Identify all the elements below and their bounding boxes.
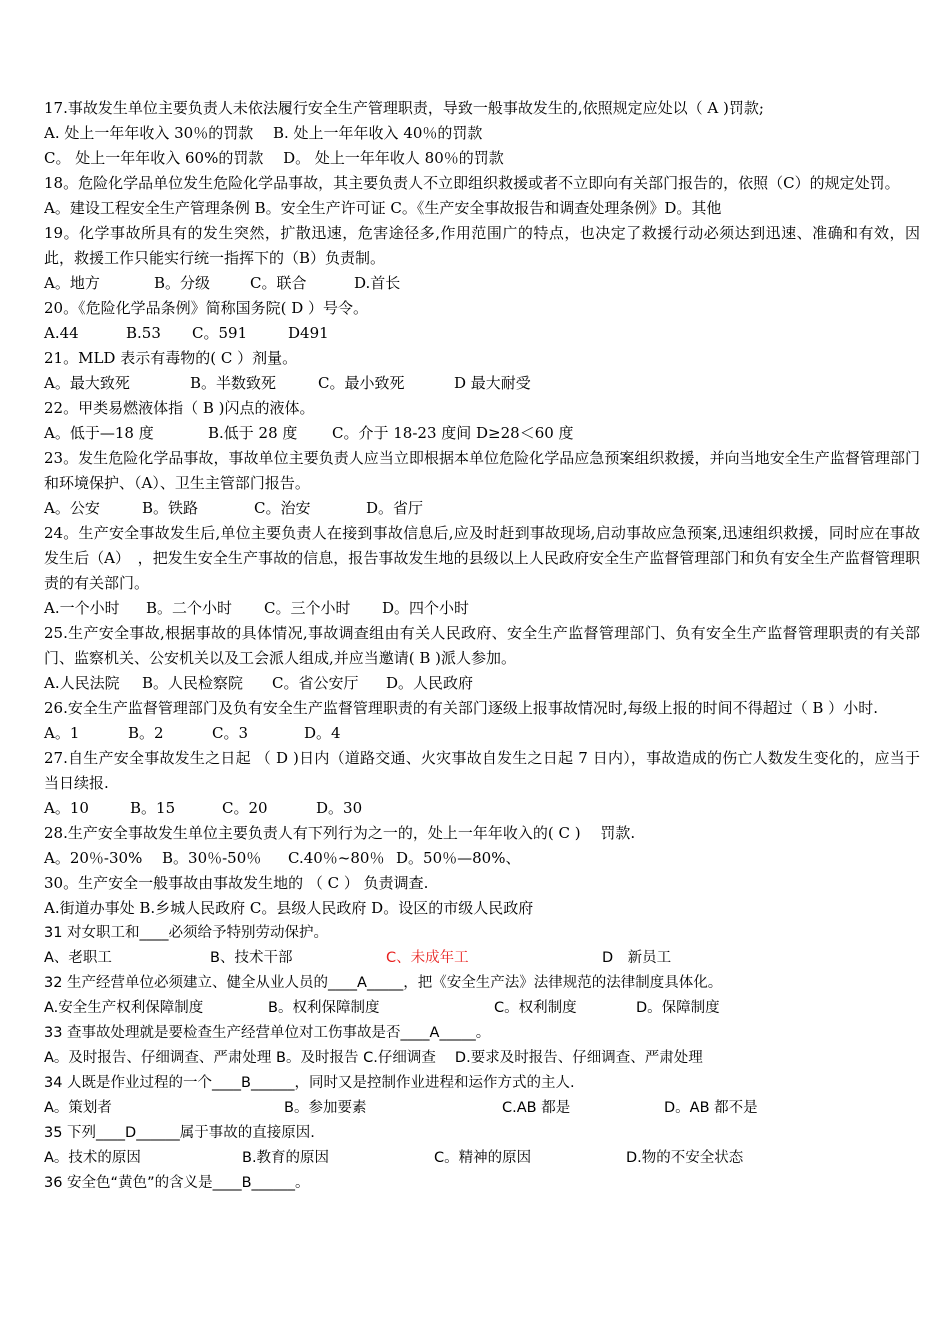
option-b: B。2 <box>128 724 164 742</box>
question-26-options <box>44 721 920 746</box>
option-c: C.40％~80％ <box>288 849 385 867</box>
option-d: D.物的不安全状态 <box>626 1150 744 1166</box>
option-c: C。3 <box>212 724 249 742</box>
option-a: A。20％-30% <box>44 849 143 867</box>
question-18-options: A。建设工程安全生产管理条例 B。安全生产许可证 C。《生产安全事故报告和调查处理条例》D。其他 <box>44 199 722 217</box>
option-a: A。地方 <box>44 274 100 292</box>
option-a: A.安全生产权利保障制度 <box>44 1000 204 1016</box>
question-21-options <box>44 371 920 396</box>
question-23: 23。发生危险化学品事故，事故单位主要负责人应当立即根据本单位危险化学品应急预案组织救援，并向当地安全生产监督管理部门和环境保护、（A）、卫生主管部门报告。 <box>44 449 920 492</box>
option-b: B。权利保障制度 <box>268 1000 380 1016</box>
question-page <box>44 96 920 1196</box>
option-c: C.AB 都是 <box>502 1100 571 1116</box>
option-b: B、技术干部 <box>210 950 293 966</box>
question-18: 18。危险化学品单位发生危险化学品事故，其主要负责人不立即组织救援或者不立即向有关部门报告的，依照（C）的规定处罚。 <box>44 174 900 192</box>
question-35: 35 下列____D______属于事故的直接原因. <box>44 1125 315 1141</box>
question-25: 25.生产安全事故,根据事故的具体情况,事故调查组由有关人民政府、安全生产监督管理部门、负有安全生产监督管理职责的有关部门、监察机关、公安机关以及工会派人组成,并应当邀请( B )派人参加。 <box>44 624 920 667</box>
option-b: B。30％-50％ <box>162 849 262 867</box>
question-32-options <box>44 996 920 1021</box>
question-22-options <box>44 421 920 446</box>
option-b: B.低于 28 度 <box>208 424 298 442</box>
option-c-highlighted: C、未成年工 <box>386 950 469 966</box>
question-22: 22。甲类易燃液体指（ B )闪点的液体。 <box>44 399 315 417</box>
question-19-options <box>44 271 920 296</box>
option-a: A.一个小时 <box>44 599 120 617</box>
question-30: 30。生产安全一般事故由事故发生地的 （ C ） 负责调查. <box>44 874 429 892</box>
option-d: D。四个小时 <box>382 599 470 617</box>
question-20: 20。《危险化学品条例》简称国务院( D ）号令。 <box>44 299 369 317</box>
question-25-options <box>44 671 920 696</box>
option-c: C。三个小时 <box>264 599 351 617</box>
option-b: B。半数致死 <box>190 374 277 392</box>
option-b: B.教育的原因 <box>242 1150 330 1166</box>
question-27-options <box>44 796 920 821</box>
question-17: 17.事故发生单位主要负责人未依法履行安全生产管理职责，导致一般事故发生的,依照规定应处以（ A )罚款; <box>44 99 764 117</box>
option-c: C。精神的原因 <box>434 1150 532 1166</box>
question-35-options <box>44 1146 920 1171</box>
option-b: B。参加要素 <box>284 1100 367 1116</box>
option-d: D 最大耐受 <box>454 374 531 392</box>
question-31-options <box>44 946 920 971</box>
option-c: C。591 <box>192 324 248 342</box>
question-27: 27.自生产安全事故发生之日起 （ D )日内（道路交通、火灾事故自发生之日起 7 日内），事故造成的伤亡人数发生变化的，应当于当日续报. <box>44 749 920 792</box>
question-21: 21。MLD 表示有毒物的( C ）剂量。 <box>44 349 298 367</box>
option-c: C。权利制度 <box>494 1000 577 1016</box>
option-a: A、老职工 <box>44 950 112 966</box>
question-20-options <box>44 321 920 346</box>
option-a: A.人民法院 <box>44 674 120 692</box>
option-c: C。治安 <box>254 499 311 517</box>
option-c: C。介于 18-23 度间 D≥28＜60 度 <box>332 424 574 442</box>
option-b: B。人民检察院 <box>142 674 244 692</box>
option-a: A。最大致死 <box>44 374 130 392</box>
question-33: 33 查事故处理就是要检查生产经营单位对工伤事故是否____A_____。 <box>44 1025 491 1041</box>
option-c: C。省公安厅 <box>272 674 359 692</box>
question-28: 28.生产安全事故发生单位主要负责人有下列行为之一的，处上一年年收入的( C ) 罚款. <box>44 824 636 842</box>
question-26: 26.安全生产监督管理部门及负有安全生产监督管理职责的有关部门逐级上报事故情况时,每级上报的时间不得超过（ B ）小时. <box>44 699 878 717</box>
option-a: A。策划者 <box>44 1100 112 1116</box>
question-17-options-ab: A. 处上一年年收入 30％的罚款 B. 处上一年年收入 40％的罚款 <box>44 124 483 142</box>
question-30-options: A.街道办事处 B.乡城人民政府 C。县级人民政府 D。设区的市级人民政府 <box>44 899 534 917</box>
option-d: D。50％—80%、 <box>396 849 521 867</box>
option-d: D。保障制度 <box>636 1000 720 1016</box>
option-b: B.53 <box>126 324 161 342</box>
option-d: D。省厅 <box>366 499 424 517</box>
question-17-options-cd: C。 处上一年年收入 60%的罚款 D。 处上一年年收人 80％的罚款 <box>44 149 504 167</box>
question-33-options: A。及时报告、仔细调查、严肃处理 B。及时报告 C.仔细调查 D.要求及时报告、仔细调查、严肃处理 <box>44 1050 703 1066</box>
question-31: 31 对女职工和____必须给予特别劳动保护。 <box>44 925 329 941</box>
question-19: 19。化学事故所具有的发生突然，扩散迅速，危害途径多,作用范围广的特点，也决定了救援行动必须达到迅速、准确和有效，因此，救援工作只能实行统一指挥下的（B）负责制。 <box>44 224 920 267</box>
option-a: A。技术的原因 <box>44 1150 141 1166</box>
option-a: A。低于—18 度 <box>44 424 154 442</box>
option-c: C。20 <box>222 799 268 817</box>
option-b: B。15 <box>130 799 176 817</box>
option-c: C。最小致死 <box>318 374 405 392</box>
option-a: A。1 <box>44 724 80 742</box>
option-a: A。10 <box>44 799 89 817</box>
question-23-options <box>44 496 920 521</box>
option-b: B。分级 <box>154 274 211 292</box>
option-d: D。人民政府 <box>386 674 474 692</box>
question-24: 24。生产安全事故发生后,单位主要负责人在接到事故信息后,应及时赶到事故现场,启动事故应急预案,迅速组织救援，同时应在事故发生后（A） ，把发生安全生产事故的信息，报告事故发生地的县级以上人民政府安全生产监督管理部门和负有安全生产监督管理职责的有关部门。 <box>44 524 920 592</box>
option-d: D491 <box>288 324 329 342</box>
option-b: B。二个小时 <box>146 599 233 617</box>
option-d: D 新员工 <box>602 950 672 966</box>
question-28-options <box>44 846 920 871</box>
option-b: B。铁路 <box>142 499 199 517</box>
question-24-options <box>44 596 920 621</box>
question-32: 32 生产经营单位必须建立、健全从业人员的____A_____，把《安全生产法》法律规范的法律制度具体化。 <box>44 975 723 991</box>
option-d: D。AB 都不是 <box>664 1100 758 1116</box>
option-a: A。公安 <box>44 499 100 517</box>
option-d: D.首长 <box>354 274 401 292</box>
option-d: D。30 <box>316 799 363 817</box>
option-d: D。4 <box>304 724 341 742</box>
question-34: 34 人既是作业过程的一个____B______，同时又是控制作业进程和运作方式的主人. <box>44 1075 575 1091</box>
option-a: A.44 <box>44 324 79 342</box>
question-34-options <box>44 1096 920 1121</box>
question-36: 36 安全色“黄色”的含义是____B______。 <box>44 1175 310 1191</box>
option-c: C。联合 <box>250 274 307 292</box>
